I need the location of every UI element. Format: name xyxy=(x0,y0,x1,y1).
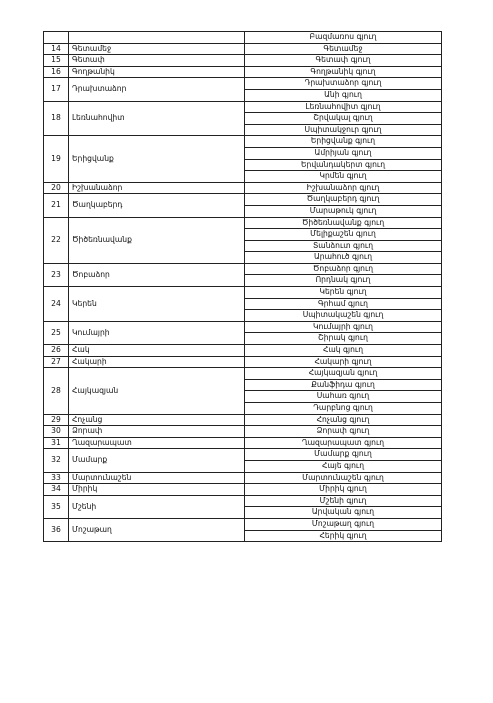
village-cell: Ձորափ գյուղ xyxy=(245,426,442,438)
row-number-cell: 27 xyxy=(44,356,69,368)
table-row xyxy=(44,78,442,90)
village-cell: Հակարի գյուղ xyxy=(245,356,442,368)
village-cell: Մշենի գյուղ xyxy=(245,495,442,507)
village-cell: Սպիտակջուր գյուղ xyxy=(245,124,442,136)
table-row xyxy=(44,426,442,438)
village-cell: Գետափ գյուղ xyxy=(245,55,442,67)
village-cell: Գողթանիկ գյուղ xyxy=(245,66,442,78)
village-cell: Միրիկ գյուղ xyxy=(245,484,442,496)
village-cell: Մելիքաշեն գյուղ xyxy=(245,229,442,241)
village-cell: Բազմառոս գյուղ xyxy=(245,32,442,44)
table-row xyxy=(44,194,442,206)
village-cell: Գետամեջ xyxy=(245,43,442,55)
row-number-cell: 31 xyxy=(44,437,69,449)
row-number-cell: 34 xyxy=(44,484,69,496)
village-cell: Սպիտակաշեն գյուղ xyxy=(245,310,442,322)
table-row xyxy=(44,437,442,449)
village-cell: Շրվակալ գյուղ xyxy=(245,113,442,125)
table-row xyxy=(44,495,442,507)
row-number-cell: 35 xyxy=(44,495,69,518)
row-number-cell: 29 xyxy=(44,414,69,426)
table-row xyxy=(44,263,442,275)
village-cell: Մոշաթաղ գյուղ xyxy=(245,518,442,530)
row-number-cell: 16 xyxy=(44,66,69,78)
table-row xyxy=(44,368,442,380)
village-cell: Ամրիյան գյուղ xyxy=(245,147,442,159)
village-cell: Արվական գյուղ xyxy=(245,507,442,519)
row-number-cell: 28 xyxy=(44,368,69,414)
community-name-cell: Մամարք xyxy=(69,449,245,472)
village-cell: Կրմեն գյուղ xyxy=(245,171,442,183)
community-name-cell: Գետամեջ xyxy=(69,43,245,55)
table-row xyxy=(44,136,442,148)
row-number-cell: 24 xyxy=(44,287,69,322)
village-cell: Ղազարապատ գյուղ xyxy=(245,437,442,449)
village-cell: Մարաթուկ գյուղ xyxy=(245,205,442,217)
community-name-cell: Կերեն xyxy=(69,287,245,322)
community-name-cell: Հակարի xyxy=(69,356,245,368)
row-number-cell: 17 xyxy=(44,78,69,101)
village-cell: Արահուծ գյուղ xyxy=(245,252,442,264)
village-cell: Սահառ գյուղ xyxy=(245,391,442,403)
row-number-cell: 19 xyxy=(44,136,69,182)
row-number-cell: 23 xyxy=(44,263,69,286)
village-cell: Ծիծեռնավանք գյուղ xyxy=(245,217,442,229)
table-row xyxy=(44,66,442,78)
community-name-cell xyxy=(69,32,245,44)
table-row xyxy=(44,287,442,299)
community-name-cell: Գողթանիկ xyxy=(69,66,245,78)
table-row xyxy=(44,43,442,55)
row-number-cell: 36 xyxy=(44,518,69,541)
village-cell: Ծոբաձոր գյուղ xyxy=(245,263,442,275)
table-row xyxy=(44,356,442,368)
table-row xyxy=(44,182,442,194)
community-name-cell: Միրիկ xyxy=(69,484,245,496)
table-row xyxy=(44,345,442,357)
village-cell: Հոչանց գյուղ xyxy=(245,414,442,426)
table-row xyxy=(44,518,442,530)
row-number-cell xyxy=(44,32,69,44)
village-cell: Ծաղկաբերդ գյուղ xyxy=(245,194,442,206)
table-row xyxy=(44,484,442,496)
village-cell: Գրհամ գյուղ xyxy=(245,298,442,310)
row-number-cell: 32 xyxy=(44,449,69,472)
table-row xyxy=(44,449,442,461)
village-cell: Հայկազյան գյուղ xyxy=(245,368,442,380)
community-name-cell: Հակ xyxy=(69,345,245,357)
village-cell: Հերիկ գյուղ xyxy=(245,530,442,542)
table-row xyxy=(44,472,442,484)
village-cell: Որդնակ գյուղ xyxy=(245,275,442,287)
row-number-cell: 14 xyxy=(44,43,69,55)
village-cell: Իշխանաձոր գյուղ xyxy=(245,182,442,194)
community-name-cell: Ղազարապատ xyxy=(69,437,245,449)
row-number-cell: 15 xyxy=(44,55,69,67)
row-number-cell: 33 xyxy=(44,472,69,484)
table-row xyxy=(44,101,442,113)
community-name-cell: Հայկազյան xyxy=(69,368,245,414)
community-name-cell: Մոշաթաղ xyxy=(69,518,245,541)
community-name-cell: Մարտունաշեն xyxy=(69,472,245,484)
community-name-cell: Լեռնահովիտ xyxy=(69,101,245,136)
community-name-cell: Երիցվանք xyxy=(69,136,245,182)
village-cell: Քանֆիդա գյուղ xyxy=(245,379,442,391)
table-row xyxy=(44,55,442,67)
community-name-cell: Դրախտաձոր xyxy=(69,78,245,101)
community-name-cell: Ծիծեռնավանք xyxy=(69,217,245,263)
community-name-cell: Մշենի xyxy=(69,495,245,518)
row-number-cell: 26 xyxy=(44,345,69,357)
community-name-cell: Կումայրի xyxy=(69,321,245,344)
row-number-cell: 18 xyxy=(44,101,69,136)
community-name-cell: Գետափ xyxy=(69,55,245,67)
village-cell: Երիցվանք գյուղ xyxy=(245,136,442,148)
table-row xyxy=(44,217,442,229)
community-name-cell: Հոչանց xyxy=(69,414,245,426)
village-cell: Դրախտաձոր գյուղ xyxy=(245,78,442,90)
community-name-cell: Իշխանաձոր xyxy=(69,182,245,194)
row-number-cell: 30 xyxy=(44,426,69,438)
settlements-table-body xyxy=(44,32,442,542)
community-name-cell: Ծոբաձոր xyxy=(69,263,245,286)
settlements-table xyxy=(43,31,442,542)
community-name-cell: Ձորափ xyxy=(69,426,245,438)
village-cell: Դարբնոց գյուղ xyxy=(245,403,442,415)
table-row xyxy=(44,321,442,333)
row-number-cell: 22 xyxy=(44,217,69,263)
village-cell: Մամարք գյուղ xyxy=(245,449,442,461)
village-cell: Շիրակ գյուղ xyxy=(245,333,442,345)
village-cell: Տանձուտ գյուղ xyxy=(245,240,442,252)
village-cell: Մարտունաշեն գյուղ xyxy=(245,472,442,484)
row-number-cell: 20 xyxy=(44,182,69,194)
village-cell: Անի գյուղ xyxy=(245,89,442,101)
community-name-cell: Ծաղկաբերդ xyxy=(69,194,245,217)
row-number-cell: 25 xyxy=(44,321,69,344)
table-row xyxy=(44,414,442,426)
village-cell: Հակ գյուղ xyxy=(245,345,442,357)
table-row xyxy=(44,32,442,44)
village-cell: Կումայրի գյուղ xyxy=(245,321,442,333)
village-cell: Կերեն գյուղ xyxy=(245,287,442,299)
village-cell: Երվանդակերտ գյուղ xyxy=(245,159,442,171)
village-cell: Հայե գյուղ xyxy=(245,460,442,472)
village-cell: Լեռնահովիտ գյուղ xyxy=(245,101,442,113)
row-number-cell: 21 xyxy=(44,194,69,217)
